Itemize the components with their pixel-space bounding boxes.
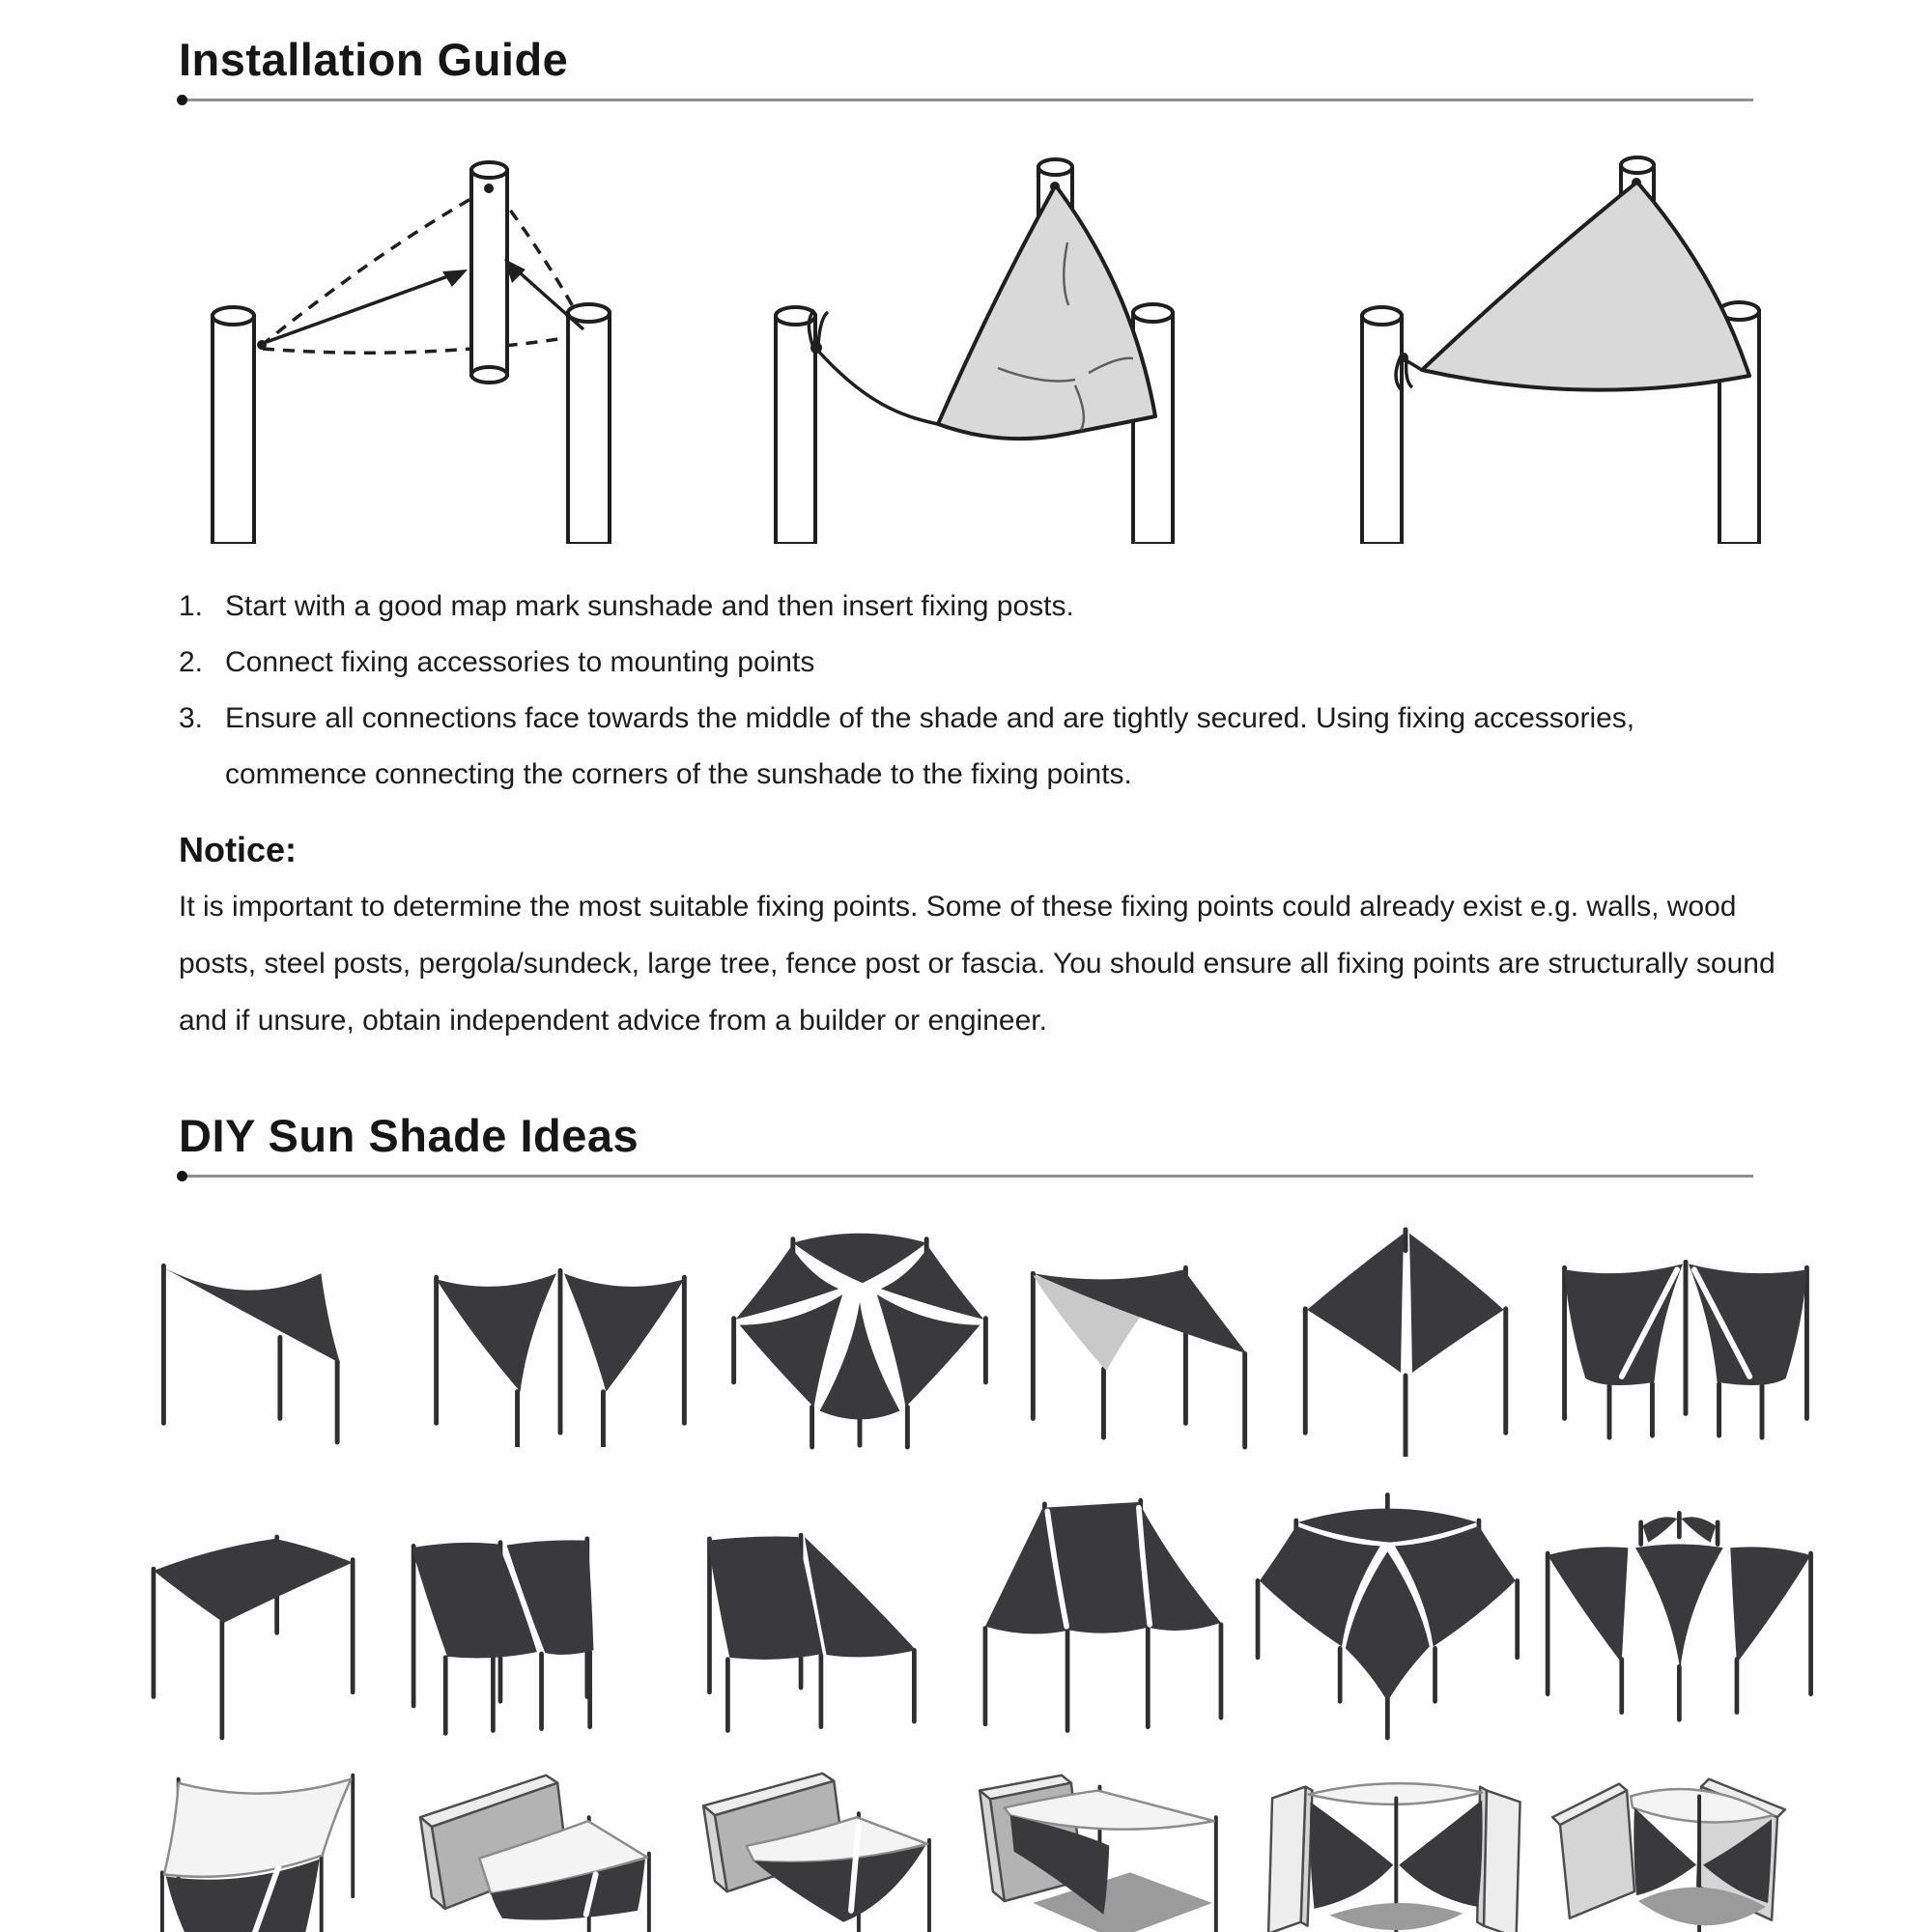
notice-body: It is important to determine the most suitable fixing points. Some of these fixing points could already exist e.g. walls, wood posts, steel posts, pergola/sundeck, large tree, fence post or fascia. You should ensure all fixing points are structurally sound and if unsure, obtain independent advice from a builder or engineer. [179,891,1776,1037]
idea-two-walls-bowtie-sails [1253,1758,1540,1932]
idea-wall-sail-ground-shadow [966,1758,1253,1932]
notice-title: Notice: [179,830,298,869]
idea-hexagon-dome-sails [1241,1476,1534,1748]
installation-guide-title: Installation Guide [179,34,569,85]
idea-marquee-tent-sails [967,1476,1241,1748]
idea-square-sail-4-posts [135,1476,382,1748]
idea-overlapping-gray-dark-triangles [1014,1218,1265,1452]
idea-double-slanted-awning [382,1476,683,1748]
diy-ideas-title: DIY Sun Shade Ideas [179,1110,639,1161]
step-3-number: 3. [179,702,204,734]
diy-ideas-row-2 [135,1476,1826,1748]
diy-ideas-row-3 [135,1758,1826,1932]
idea-corner-walls-sails [1539,1758,1826,1932]
step-3-text: Ensure all connections face towards the middle of the shade and are tightly secured. Using fixing accessories, commence connecting the corners of the sunshade to the fixing points. [225,702,1635,790]
title-rule [179,99,1753,101]
idea-wall-mounted-sails-2 [689,1758,966,1932]
diagram-mark-fixing-points [164,127,618,544]
idea-hexagon-fan-sails [715,1218,1005,1452]
idea-double-triangle-w [415,1218,705,1447]
step-2 [179,635,1782,691]
installation-steps [179,579,1782,803]
step-3 [179,691,1782,803]
idea-awning-plus-triangle [684,1476,967,1748]
rule-dot [177,1171,187,1181]
installation-diagrams [164,127,1787,544]
idea-kite-diamond-sails [1275,1218,1536,1457]
idea-layered-white-dark-sails [135,1758,403,1932]
step-2-number: 2. [179,646,204,678]
idea-two-squares-diagonal-slits [1546,1218,1826,1447]
idea-triangle-sail-3-posts [135,1218,406,1447]
idea-wall-mounted-sails-1 [403,1758,690,1932]
rule-dot [177,95,187,105]
step-1-text: Start with a good map mark sunshade and then insert fixing posts. [225,590,1074,622]
diagram-attach-shade [749,127,1203,544]
diy-ideas-row-1 [135,1218,1826,1457]
step-1-number: 1. [179,590,204,622]
diy-title-rule [179,1175,1753,1178]
diagram-tensioned-shade [1333,127,1787,544]
step-1 [179,579,1782,635]
idea-triple-droop-sails [1533,1476,1826,1748]
step-2-text: Connect fixing accessories to mounting points [225,646,815,678]
